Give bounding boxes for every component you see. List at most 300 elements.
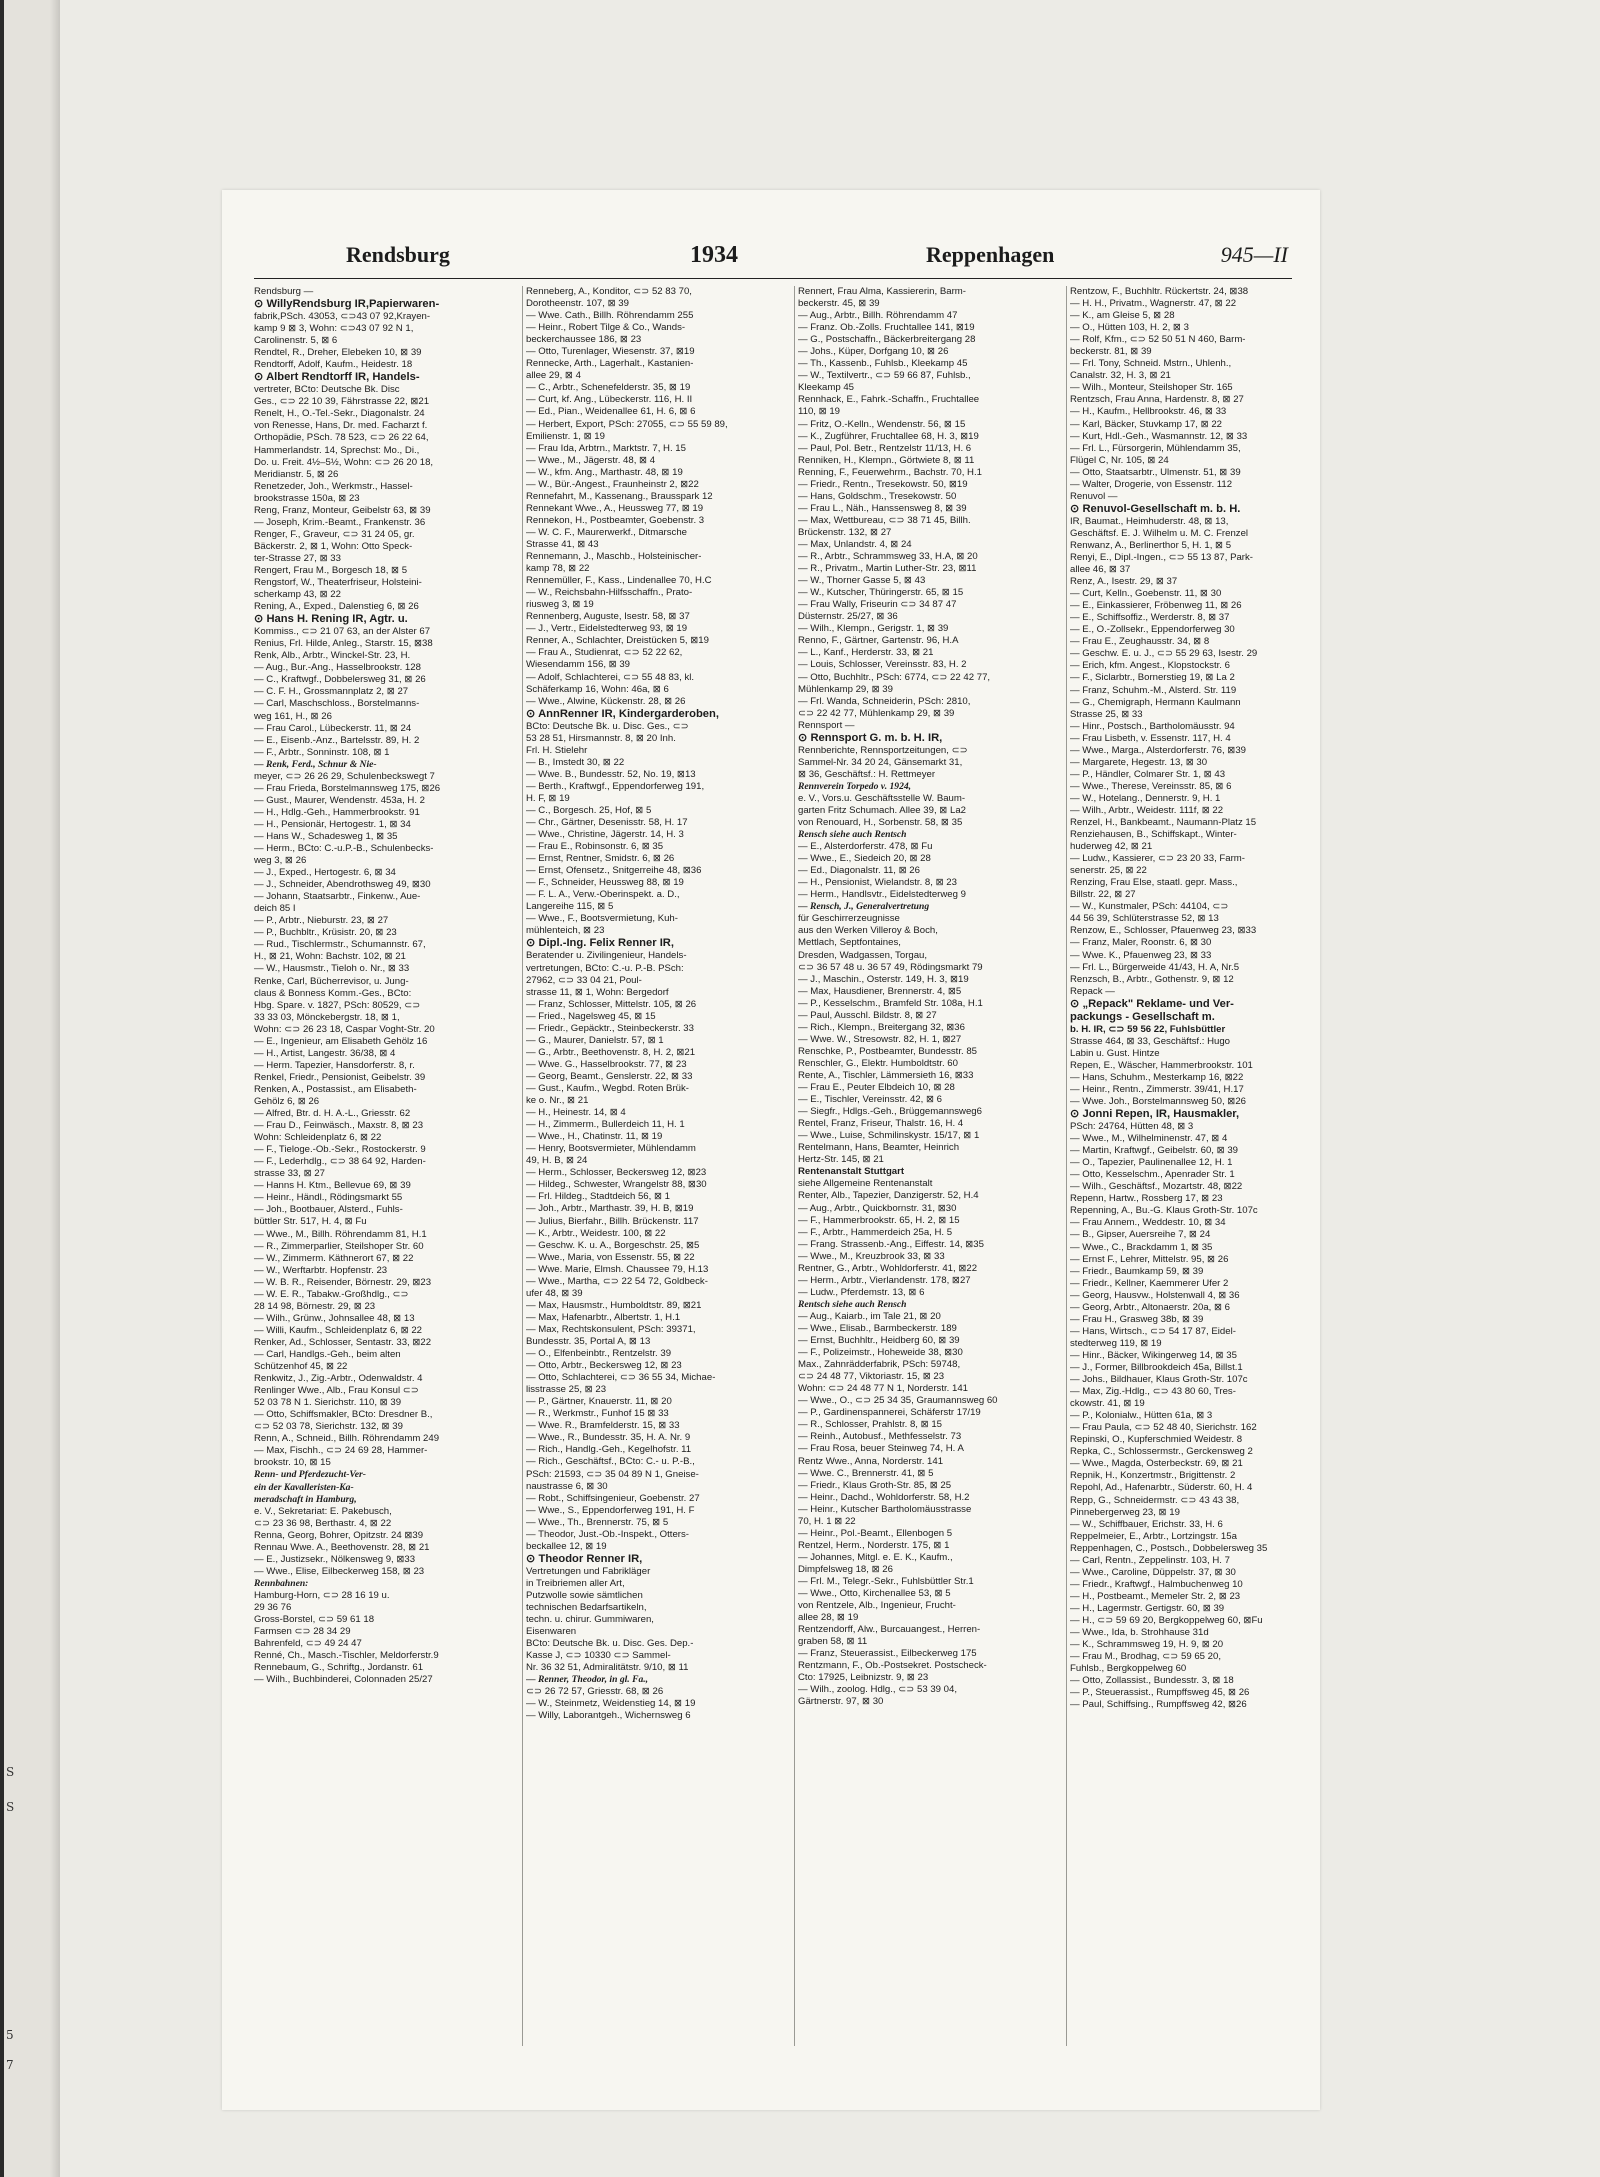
directory-entry-line: — Willy, Laborantgeh., Wichernsweg 6 bbox=[526, 1710, 691, 1722]
directory-entry-line: ⊂⊃ 24 48 77, Viktoriastr. 15, ⊠ 23 bbox=[798, 1371, 945, 1383]
directory-page bbox=[222, 190, 1320, 2110]
directory-entry-line: — Wwe. Joh., Borstelmannsweg 50, ⊠26 bbox=[1070, 1096, 1247, 1107]
directory-entry-line: — Renk, Ferd., Schnur & Nie- bbox=[254, 758, 377, 770]
directory-entry-line: e. V., Sekretariat: E. Pakebusch, bbox=[254, 1505, 392, 1517]
directory-entry-line: — Margarete, Hegestr. 13, ⊠ 30 bbox=[1070, 756, 1208, 768]
directory-entry-line: kamp 9 ⊠ 3, Wohn: ⊂⊃43 07 92 N 1, bbox=[254, 323, 414, 335]
directory-entry-line: — P., Steuerassist., Rumpffsweg 45, ⊠ 26 bbox=[1070, 1687, 1250, 1699]
directory-entry-line: — Frl. Tony, Schneid. Mstrn., Uhlenh., bbox=[1070, 358, 1232, 370]
directory-entry-line: Rentzsch, Frau Anna, Hardenstr. 8, ⊠ 27 bbox=[1070, 394, 1244, 406]
directory-entry-line: — Gust., Maurer, Wendenstr. 453a, H. 2 bbox=[254, 794, 425, 806]
directory-entry-line: ufer 48, ⊠ 39 bbox=[526, 1287, 583, 1299]
directory-entry-line: — C. F. H., Grossmannplatz 2, ⊠ 27 bbox=[254, 686, 409, 698]
directory-entry-line: — P., Buchbltr., Krüsistr. 20, ⊠ 23 bbox=[254, 927, 397, 939]
directory-entry-line: Schützenhof 45, ⊠ 22 bbox=[254, 1361, 348, 1373]
directory-entry-line: — Heinr., Kutscher Bartholomäusstrasse bbox=[798, 1503, 972, 1515]
directory-entry-line: — Wwe., Martha, ⊂⊃ 22 54 72, Goldbeck- bbox=[526, 1275, 708, 1287]
directory-entry-line: Rensch siehe auch Rentsch bbox=[798, 829, 907, 841]
directory-entry-line: Schäferkamp 16, Wohn: 46a, ⊠ 6 bbox=[526, 683, 669, 695]
directory-entry-line: Gross-Borstel, ⊂⊃ 59 61 18 bbox=[254, 1614, 375, 1626]
directory-entry-line: — Herm., Schlosser, Beckersweg 12, ⊠23 bbox=[526, 1167, 707, 1179]
directory-entry-line: strasse 11, ⊠ 1, Wohn: Bergedorf bbox=[526, 986, 669, 998]
directory-entry-line: Rennekant Wwe., A., Heussweg 77, ⊠ 19 bbox=[526, 502, 704, 514]
directory-entry-line: Repp, G., Schneidermstr. ⊂⊃ 43 43 38, bbox=[1070, 1494, 1240, 1506]
directory-entry-line: — Ernst, Buchhltr., Heidberg 60, ⊠ 39 bbox=[798, 1335, 960, 1347]
directory-entry-line: von Renesse, Hans, Dr. med. Facharzt f. bbox=[254, 420, 428, 432]
directory-entry-line: H. F, ⊠ 19 bbox=[526, 792, 570, 804]
directory-entry-line: Renziehausen, B., Schiffskapt., Winter- bbox=[1070, 829, 1237, 841]
directory-entry-line: — F., Hammerbrookstr. 65, H. 2, ⊠ 15 bbox=[798, 1214, 960, 1226]
directory-entry-line: Ges., ⊂⊃ 22 10 39, Fährstrasse 22, ⊠21 bbox=[254, 396, 430, 408]
binding-edge bbox=[0, 0, 4, 2177]
directory-entry-line: — Rich., Klempn., Breitergang 32, ⊠36 bbox=[798, 1021, 965, 1033]
directory-entry-line: — Wwe., M., Wilhelminenstr. 47, ⊠ 4 bbox=[1070, 1133, 1228, 1145]
directory-entry-line: — Wwe. G., Hasselbrookstr. 77, ⊠ 23 bbox=[526, 1058, 687, 1070]
directory-entry-line: Brückenstr. 132, ⊠ 27 bbox=[798, 526, 892, 538]
directory-entry-line: Frl. H. Stielehr bbox=[526, 744, 588, 756]
directory-entry-line: ckowstr. 41, ⊠ 19 bbox=[1070, 1398, 1145, 1410]
directory-entry-line: Flügel C, Nr. 105, ⊠ 24 bbox=[1070, 454, 1169, 466]
directory-entry-line: Farmsen ⊂⊃ 28 34 29 bbox=[254, 1626, 351, 1638]
directory-entry-line: technischen Bedarfsartikeln, bbox=[526, 1601, 647, 1613]
directory-entry-line: Rengstorf, W., Theaterfriseur, Holsteini- bbox=[254, 577, 422, 589]
directory-entry-line: Dimpfelsweg 18, ⊠ 26 bbox=[798, 1563, 893, 1575]
directory-entry-line: ⊙ Theodor Renner IR, bbox=[526, 1552, 643, 1565]
directory-entry-line: — Ernst, Ofensetz., Snitgerreihe 48, ⊠36 bbox=[526, 865, 702, 877]
directory-entry-line: — Johs., Bildhauer, Klaus Groth-Str. 107c bbox=[1070, 1374, 1248, 1386]
directory-entry-line: — P., Arbtr., Nieburstr. 23, ⊠ 27 bbox=[254, 915, 389, 927]
directory-entry-line: Rentzmann, F., Ob.-Postsekret. Postscheck- bbox=[798, 1660, 987, 1672]
directory-entry-line: — Johannes, Mitgl. e. E. K., Kaufm., bbox=[798, 1551, 953, 1563]
directory-entry-line: — Friedr., Kraftwgf., Halmbuchenweg 10 bbox=[1070, 1578, 1243, 1590]
directory-entry-line: senerstr. 25, ⊠ 22 bbox=[1070, 865, 1147, 877]
directory-entry-line: beckerstr. 81, ⊠ 39 bbox=[1070, 346, 1152, 358]
directory-entry-line: Wiesendamm 156, ⊠ 39 bbox=[526, 659, 631, 671]
directory-entry-line: Rennsport — bbox=[798, 719, 855, 731]
directory-entry-line: Renkel, Friedr., Pensionist, Geibelstr. 39 bbox=[254, 1071, 426, 1083]
directory-entry-line: — C., Borgesch. 25, Hof, ⊠ 5 bbox=[526, 804, 652, 816]
directory-entry-line: — Berth., Kraftwgf., Eppendorferweg 191, bbox=[526, 780, 705, 792]
directory-entry-line: — Willi, Kaufm., Schleidenplatz 6, ⊠ 22 bbox=[254, 1324, 423, 1336]
directory-entry-line: — F., Schneider, Heussweg 88, ⊠ 19 bbox=[526, 877, 684, 889]
directory-entry-line: — Frau Wally, Friseurin ⊂⊃ 34 87 47 bbox=[798, 599, 957, 611]
directory-entry-line: — Wwe., Ida, b. Strohhause 31d bbox=[1070, 1627, 1209, 1639]
directory-entry-line: Renetzeder, Joh., Werkmstr., Hassel- bbox=[254, 480, 413, 492]
directory-entry-line: — Heinr., Dachd., Wohldorferstr. 58, H.2 bbox=[798, 1491, 970, 1503]
directory-entry-line: — R., Zimmerparlier, Steilshoper Str. 60 bbox=[254, 1240, 424, 1252]
directory-entry-line: Hbg. Spare. v. 1827, PSch: 80529, ⊂⊃ bbox=[254, 999, 421, 1011]
directory-entry-line: — Frau Ida, Arbtrn., Marktstr. 7, H. 15 bbox=[526, 442, 686, 454]
directory-entry-line: — H., Zimmerm., Bullerdeich 11, H. 1 bbox=[526, 1119, 685, 1131]
directory-entry-line: — Reinh., Autobusf., Methfesselstr. 73 bbox=[798, 1431, 962, 1443]
directory-entry-line: — R., Arbtr., Schrammsweg 33, H.A, ⊠ 20 bbox=[798, 551, 978, 563]
directory-entry-line: — Johs., Küper, Dorfgang 10, ⊠ 26 bbox=[798, 346, 949, 358]
directory-entry-line: Renschke, P., Postbeamter, Bundesstr. 85 bbox=[798, 1045, 978, 1057]
header-left-keyword: Rendsburg bbox=[346, 242, 450, 267]
directory-entry-line: — Henry, Bootsvermieter, Mühlendamm bbox=[526, 1143, 696, 1155]
directory-entry-line: — E., Justizsekr., Nölkensweg 9, ⊠33 bbox=[254, 1553, 416, 1565]
directory-entry-line: — Ernst, Rentner, Smidstr. 6, ⊠ 26 bbox=[526, 853, 675, 865]
directory-entry-line: — Wwe., Maria, von Essenstr. 55, ⊠ 22 bbox=[526, 1251, 695, 1263]
directory-entry-line: — Kurt, Hdl.-Geh., Wasmannstr. 12, ⊠ 33 bbox=[1070, 430, 1248, 442]
directory-entry-line: — Wwe., H., Chatinstr. 11, ⊠ 19 bbox=[526, 1131, 663, 1143]
directory-entry-line: — Aug., Kaiarb., im Tale 21, ⊠ 20 bbox=[798, 1310, 941, 1322]
directory-entry-line: ⊙ Albert Rendtorff IR, Handels- bbox=[254, 371, 420, 384]
directory-entry-line: Rennecke, Arth., Lagerhalt., Kastanien- bbox=[526, 358, 694, 370]
directory-entry-line: Renzsch, B., Arbtr., Gothenstr. 9, ⊠ 12 bbox=[1070, 973, 1234, 985]
directory-entry-line: Rentenanstalt Stuttgart bbox=[798, 1166, 905, 1178]
directory-entry-line: — Wwe., E., Siedeich 20, ⊠ 28 bbox=[798, 853, 931, 865]
directory-entry-line: — Wilh., Grünw., Johnsallee 48, ⊠ 13 bbox=[254, 1312, 415, 1324]
directory-entry-line: — Fried., Nagelsweg 45, ⊠ 15 bbox=[526, 1010, 656, 1022]
directory-entry-line: Strasse 25, ⊠ 33 bbox=[1070, 708, 1143, 720]
header-rule bbox=[254, 278, 1292, 279]
directory-entry-line: — R., Werkmstr., Funhof 15 ⊠ 33 bbox=[526, 1408, 669, 1420]
directory-entry-line: 53 28 51, Hirsmannstr. 8, ⊠ 20 Inh. bbox=[526, 732, 676, 744]
header-year: 1934 bbox=[690, 242, 738, 268]
directory-entry-line: — C., Arbtr., Schenefelderstr. 35, ⊠ 19 bbox=[526, 382, 691, 394]
directory-entry-line: — Frau L., Näh., Hanssensweg 8, ⊠ 39 bbox=[798, 502, 967, 514]
directory-entry-line: 33 33 03, Mönckebergstr. 18, ⊠ 1, bbox=[254, 1011, 400, 1023]
directory-entry-line: — Frau M., Brodhag, ⊂⊃ 59 65 20, bbox=[1070, 1651, 1221, 1663]
directory-entry-line: Sammel-Nr. 34 20 24, Gänsemarkt 31, bbox=[798, 756, 963, 768]
directory-entry-line: — Otto, Turenlager, Wiesenstr. 37, ⊠19 bbox=[526, 346, 695, 358]
directory-entry-line: — Frl. M., Telegr.-Sekr., Fuhlsbüttler Str.1 bbox=[798, 1575, 974, 1587]
directory-entry-line: 70, H. 1 ⊠ 22 bbox=[798, 1515, 856, 1527]
directory-entry-line: — Friedr., Gepäcktr., Steinbeckerstr. 33 bbox=[526, 1022, 694, 1034]
directory-entry-line: — Frau Rosa, beuer Steinweg 74, H. A bbox=[798, 1443, 964, 1455]
directory-entry-line: — J., Exped., Hertogestr. 6, ⊠ 34 bbox=[254, 867, 396, 879]
directory-entry-line: — Franz, Schuhm.-M., Alsterd. Str. 119 bbox=[1070, 684, 1237, 696]
directory-entry-line: ⊠ 36, Geschäftsf.: H. Rettmeyer bbox=[798, 768, 936, 780]
directory-entry-line: — Louis, Schlosser, Vereinsstr. 83, H. 2 bbox=[798, 659, 967, 671]
directory-entry-line: Renschler, G., Elektr. Humboldtstr. 60 bbox=[798, 1057, 958, 1069]
directory-entry-line: — R., Schlosser, Prahlstr. 8, ⊠ 15 bbox=[798, 1419, 943, 1431]
directory-entry-line: — Paul, Pol. Betr., Rentzelstr 11/13, H. 6 bbox=[798, 442, 972, 454]
directory-entry-line: — P., Gardinenspannerei, Schäferstr 17/19 bbox=[798, 1407, 981, 1419]
directory-entry-line: von Renouard, H., Sorbenstr. 58, ⊠ 35 bbox=[798, 817, 963, 829]
directory-entry-line: Rentzendorff, Alw., Burcauangest., Herren- bbox=[798, 1624, 981, 1636]
directory-entry-line: — Adolf, Schlachterei, ⊂⊃ 55 48 83, kl. bbox=[526, 671, 695, 683]
directory-entry-line: — F. L. A., Verw.-Oberinspekt. a. D., bbox=[526, 889, 680, 901]
directory-entry-line: — Frau E., Zeughausstr. 34, ⊠ 8 bbox=[1070, 636, 1210, 648]
directory-entry-line: Gärtnerstr. 97, ⊠ 30 bbox=[798, 1696, 884, 1708]
directory-entry-line: — Wilh., Monteur, Steilshoper Str. 165 bbox=[1070, 382, 1233, 394]
directory-entry-line: — K., am Gleise 5, ⊠ 28 bbox=[1070, 310, 1175, 322]
directory-entry-line: — K., Zugführer, Fruchtallee 68, H. 3, ⊠19 bbox=[798, 430, 979, 442]
directory-entry-line: — Herm., Arbtr., Vierlandenstr. 178, ⊠27 bbox=[798, 1274, 971, 1286]
directory-entry-line: Beratender u. Zivilingenieur, Handels- bbox=[526, 950, 687, 962]
directory-entry-line: brookstr. 10, ⊠ 15 bbox=[254, 1457, 331, 1469]
directory-entry-line: Rennberichte, Rennsportzeitungen, ⊂⊃ bbox=[798, 744, 968, 756]
directory-column-3 bbox=[798, 286, 1066, 2086]
directory-entry-line: Renné, Ch., Masch.-Tischler, Meldorferstr.9 bbox=[254, 1650, 439, 1662]
directory-entry-line: Bundesstr. 35, Portal A, ⊠ 13 bbox=[526, 1335, 651, 1347]
directory-entry-line: scherkamp 43, ⊠ 22 bbox=[254, 589, 341, 601]
directory-entry-line: H., ⊠ 21, Wohn: Bachstr. 102, ⊠ 21 bbox=[254, 951, 406, 963]
directory-entry-line: — Wwe. Marie, Elmsh. Chaussee 79, H.13 bbox=[526, 1263, 709, 1275]
directory-entry-line: — Friedr., Rentn., Tresekowstr. 50, ⊠19 bbox=[798, 478, 968, 490]
directory-entry-line: — Herm., BCto: C.-u.P.-B., Schulenbecks- bbox=[254, 843, 434, 855]
directory-entry-line: — Paul, Schiffsing., Rumpffsweg 42, ⊠26 bbox=[1070, 1699, 1247, 1711]
directory-entry-line: — Otto, Schlachterei, ⊂⊃ 36 55 34, Michae- bbox=[526, 1372, 716, 1384]
directory-entry-line: siehe Allgemeine Rentenanstalt bbox=[798, 1178, 933, 1190]
directory-entry-line: Renno, F., Gärtner, Gartenstr. 96, H.A bbox=[798, 635, 959, 647]
directory-entry-line: — Fritz, O.-Kelln., Wendenstr. 56, ⊠ 15 bbox=[798, 418, 966, 430]
directory-entry-line: 44 56 39, Schlüterstrasse 52, ⊠ 13 bbox=[1070, 913, 1219, 925]
directory-entry-line: Renger, F., Graveur, ⊂⊃ 31 24 05, gr. bbox=[254, 528, 415, 540]
directory-entry-line: PSch: 24764, Hütten 48, ⊠ 3 bbox=[1070, 1121, 1194, 1133]
directory-entry-line: — Geschw. E. u. J., ⊂⊃ 55 29 63, Isestr. 29 bbox=[1070, 648, 1258, 660]
directory-entry-line: — C., Kraftwgf., Dobbelersweg 31, ⊠ 26 bbox=[254, 674, 426, 686]
directory-entry-line: — Martin, Kraftwgf., Geibelstr. 60, ⊠ 39 bbox=[1070, 1145, 1238, 1157]
directory-entry-line: e. V., Vors.u. Geschäftsstelle W. Baum- bbox=[798, 792, 966, 804]
directory-entry-line: — H., Pensionist, Wielandstr. 8, ⊠ 23 bbox=[798, 877, 957, 889]
directory-entry-line: claus & Bonness Komm.-Ges., BCto: bbox=[254, 987, 412, 999]
directory-entry-line: huderweg 42, ⊠ 21 bbox=[1070, 841, 1153, 853]
directory-entry-line: — Wwe., Alwine, Kückenstr. 28, ⊠ 26 bbox=[526, 695, 686, 707]
directory-entry-line: naustrasse 6, ⊠ 30 bbox=[526, 1480, 608, 1492]
directory-entry-line: — O., Elfenbeinbtr., Rentzelstr. 39 bbox=[526, 1348, 672, 1360]
directory-entry-line: — Frau Lisbeth, v. Essenstr. 117, H. 4 bbox=[1070, 732, 1231, 744]
directory-entry-line: — O., Hütten 103, H. 2, ⊠ 3 bbox=[1070, 322, 1189, 334]
directory-entry-line: — Friedr., Baumkamp 59, ⊠ 39 bbox=[1070, 1265, 1204, 1277]
directory-entry-line: Renelt, H., O.-Tel.-Sekr., Diagonalstr. 24 bbox=[254, 408, 425, 420]
margin-fragment: S bbox=[6, 1765, 15, 1779]
directory-entry-line: — H., Kaufm., Hellbrookstr. 46, ⊠ 33 bbox=[1070, 406, 1227, 418]
directory-entry-line: — F., Arbtr., Hammerdeich 25a, H. 5 bbox=[798, 1226, 953, 1238]
directory-entry-line: Billstr. 22, ⊠ 27 bbox=[1070, 889, 1136, 901]
directory-entry-line: — G., Arbtr., Beethovenstr. 8, H. 2, ⊠21 bbox=[526, 1046, 696, 1058]
directory-entry-line: — Frau D., Feinwäsch., Maxstr. 8, ⊠ 23 bbox=[254, 1120, 424, 1132]
directory-entry-line: aus den Werken Villeroy & Boch, bbox=[798, 925, 938, 937]
directory-entry-line: — K., Schrammsweg 19, H. 9, ⊠ 20 bbox=[1070, 1639, 1224, 1651]
directory-entry-line: — Heinr., Robert Tilge & Co., Wands- bbox=[526, 322, 686, 334]
directory-entry-line: Reppelmeier, E., Arbtr., Lortzingstr. 15a bbox=[1070, 1530, 1237, 1542]
directory-entry-line: Repinski, O., Kupferschmied Weidestr. 8 bbox=[1070, 1434, 1243, 1446]
directory-entry-line: Putzwolle sowie sämtlichen bbox=[526, 1589, 643, 1601]
directory-entry-line: — Frau Carol., Lübeckerstr. 11, ⊠ 24 bbox=[254, 722, 412, 734]
directory-entry-line: — Ernst F., Lehrer, Mittelstr. 95, ⊠ 26 bbox=[1070, 1253, 1229, 1265]
directory-entry-line: Wohn: ⊂⊃ 24 48 77 N 1, Norderstr. 141 bbox=[798, 1383, 969, 1395]
directory-entry-line: Renlinger Wwe., Alb., Frau Konsul ⊂⊃ bbox=[254, 1385, 419, 1397]
directory-entry-line: — Wwe., O., ⊂⊃ 25 34 35, Graumannsweg 60 bbox=[798, 1395, 998, 1407]
directory-entry-line: — Wwe., Elisab., Barmbeckerstr. 189 bbox=[798, 1322, 957, 1334]
directory-entry-line: — Hans, Schuhm., Mesterkamp 16, ⊠22 bbox=[1070, 1071, 1244, 1083]
directory-entry-line: ein der Kavalleristen-Ka- bbox=[254, 1481, 354, 1493]
directory-entry-line: ⊙ AnnRenner IR, Kindergarderoben, bbox=[526, 707, 719, 720]
directory-entry-line: — W., Hausmstr., Tieloh o. Nr., ⊠ 33 bbox=[254, 963, 410, 975]
directory-entry-line: fabrik,PSch. 43053, ⊂⊃43 07 92,Krayen- bbox=[254, 311, 431, 323]
directory-entry-line: Rennau Wwe. A., Beethovenstr. 28, ⊠ 21 bbox=[254, 1541, 430, 1553]
directory-entry-line: — Frl. Wanda, Schneiderin, PSch: 2810, bbox=[798, 695, 971, 707]
directory-entry-line: Rendtorff, Adolf, Kaufm., Heidestr. 18 bbox=[254, 359, 413, 371]
directory-entry-line: Reppenhagen, C., Postsch., Dobbelersweg 35 bbox=[1070, 1542, 1268, 1554]
directory-entry-line: — Th., Kassenb., Fuhlsb., Kleekamp 45 bbox=[798, 358, 968, 370]
directory-entry-line: — Rolf, Kfm., ⊂⊃ 52 50 51 N 460, Barm- bbox=[1070, 334, 1246, 346]
directory-entry-line: — Wwe., R., Bundesstr. 35, H. A. Nr. 9 bbox=[526, 1432, 691, 1444]
directory-entry-line: — Ed., Pian., Weidenallee 61, H. 6, ⊠ 6 bbox=[526, 406, 696, 418]
directory-entry-line: Cto: 17925, Leibnizstr. 9, ⊠ 23 bbox=[798, 1672, 929, 1684]
directory-entry-line: allee 28, ⊠ 19 bbox=[798, 1612, 859, 1624]
directory-entry-line: Wohn: Schleidenplatz 6, ⊠ 22 bbox=[254, 1132, 382, 1144]
directory-entry-line: lisstrasse 25, ⊠ 23 bbox=[526, 1384, 607, 1396]
page-number: 945—II bbox=[1220, 242, 1288, 267]
directory-entry-line: — Wwe. B., Bundesstr. 52, No. 19, ⊠13 bbox=[526, 768, 696, 780]
directory-entry-line: — Hans, Wirtsch., ⊂⊃ 54 17 87, Eidel- bbox=[1070, 1325, 1236, 1337]
directory-entry-line: — Wwe., Caroline, Düppelstr. 37, ⊠ 30 bbox=[1070, 1566, 1236, 1578]
directory-entry-line: Rennefahrt, M., Kassenang., Brausspark 12 bbox=[526, 490, 713, 502]
directory-entry-line: — Walter, Drogerie, von Essenstr. 112 bbox=[1070, 478, 1233, 490]
directory-entry-line: deich 85 I bbox=[254, 903, 296, 915]
directory-entry-line: — Franz, Maler, Roonstr. 6, ⊠ 30 bbox=[1070, 937, 1212, 949]
directory-entry-line: — Erich, kfm. Angest., Klopstockstr. 6 bbox=[1070, 660, 1230, 672]
directory-entry-line: Wohn: ⊂⊃ 26 23 18, Caspar Voght-Str. 20 bbox=[254, 1023, 435, 1035]
directory-entry-line: Rentelmann, Hans, Beamter, Heinrich bbox=[798, 1142, 960, 1154]
directory-entry-line: — F., Tieloge.-Ob.-Sekr., Rostockerstr. 9 bbox=[254, 1144, 426, 1156]
directory-entry-line: — P., Händler, Colmarer Str. 1, ⊠ 43 bbox=[1070, 768, 1226, 780]
directory-column-1 bbox=[254, 286, 522, 2086]
directory-entry-line: — Heinr., Rentn., Zimmerstr. 39/41, H.17 bbox=[1070, 1083, 1244, 1095]
directory-entry-line: ⊂⊃ 36 57 48 u. 36 57 49, Rödingsmarkt 79 bbox=[798, 961, 983, 973]
directory-entry-line: — H., Pensionär, Hertogestr. 1, ⊠ 34 bbox=[254, 818, 411, 830]
directory-entry-line: Renn- und Pferdezucht-Ver- bbox=[254, 1469, 366, 1481]
directory-entry-line: — P., Kesselschm., Bramfeld Str. 108a, H.1 bbox=[798, 997, 983, 1009]
directory-entry-line: Dresden, Wadgassen, Torgau, bbox=[798, 949, 928, 961]
column-divider bbox=[522, 286, 523, 2046]
directory-entry-line: — E., Ingenieur, am Elisabeth Gehölz 16 bbox=[254, 1035, 428, 1047]
directory-entry-line: Rentner, G., Arbtr., Wohldorferstr. 41, ⊠22 bbox=[798, 1262, 978, 1274]
directory-entry-line: ⊙ WillyRendsburg IR,Papierwaren- bbox=[254, 298, 440, 311]
directory-entry-line: Canalstr. 32, H. 3, ⊠ 21 bbox=[1070, 370, 1171, 382]
directory-entry-line: — E., Eisenb.-Anz., Bartelsstr. 89, H. 2 bbox=[254, 734, 420, 746]
directory-entry-line: — Wwe. Cath., Billh. Röhrendamm 255 bbox=[526, 310, 694, 322]
directory-entry-line: — W., Steinmetz, Weidenstieg 14, ⊠ 19 bbox=[526, 1698, 696, 1710]
directory-entry-line: Strasse 464, ⊠ 33, Geschäftsf.: Hugo bbox=[1070, 1035, 1231, 1047]
directory-entry-line: Repenn, Hartw., Rossberg 17, ⊠ 23 bbox=[1070, 1193, 1223, 1205]
directory-entry-line: — Franz, Steuerassist., Eilbeckerweg 175 bbox=[798, 1648, 977, 1660]
directory-entry-line: — Frau Frieda, Borstelmannsweg 175, ⊠26 bbox=[254, 782, 441, 794]
directory-entry-line: — W., Werftarbtr. Hopfenstr. 23 bbox=[254, 1264, 388, 1276]
directory-entry-line: Renyi, E., Dipl.-Ingen., ⊂⊃ 55 13 87, Park- bbox=[1070, 551, 1253, 563]
directory-entry-line: beckerstr. 45, ⊠ 39 bbox=[798, 298, 880, 310]
directory-entry-line: — Wwe., F., Bootsvermietung, Kuh- bbox=[526, 913, 678, 925]
directory-entry-line: Rennbahnen: bbox=[254, 1577, 309, 1589]
directory-entry-line: — J., Vertr., Eidelstedterweg 93, ⊠ 19 bbox=[526, 623, 688, 635]
directory-entry-line: Pinnebergerweg 23, ⊠ 19 bbox=[1070, 1506, 1180, 1518]
directory-entry-line: — Frang. Strassenb.-Ang., Eiffestr. 14, ⊠35 bbox=[798, 1238, 984, 1250]
directory-entry-line: — Frl. Hildeg., Stadtdeich 56, ⊠ 1 bbox=[526, 1191, 671, 1203]
directory-entry-line: — Wwe., M., Jägerstr. 48, ⊠ 4 bbox=[526, 454, 656, 466]
directory-entry-line: allee 29, ⊠ 4 bbox=[526, 370, 581, 382]
directory-entry-line: — Joh., Bootbauer, Alsterd., Fuhls- bbox=[254, 1204, 403, 1216]
directory-entry-line: — Otto, Arbtr., Beckersweg 12, ⊠ 23 bbox=[526, 1360, 682, 1372]
directory-entry-line: — H., Heinestr. 14, ⊠ 4 bbox=[526, 1107, 626, 1119]
directory-entry-line: — P., Kolonialw., Hütten 61a, ⊠ 3 bbox=[1070, 1410, 1213, 1422]
directory-entry-line: ⊙ Jonni Repen, IR, Hausmakler, bbox=[1070, 1108, 1240, 1121]
directory-entry-line: — H., Hdlg.-Geh., Hammerbrookstr. 91 bbox=[254, 806, 420, 818]
directory-entry-line: — H., ⊂⊃ 59 69 20, Bergkoppelweg 60, ⊠Fu bbox=[1070, 1614, 1263, 1626]
directory-entry-line: — Wwe., Luise, Schmilinskystr. 15/17, ⊠ 1 bbox=[798, 1130, 980, 1142]
directory-entry-line: Max., Zahnrädderfabrik, PSch: 59748, bbox=[798, 1359, 961, 1371]
directory-entry-line: — Rich., Geschäftsf., BCto: C.- u. P.-B., bbox=[526, 1456, 695, 1468]
directory-entry-line: beckerchaussee 186, ⊠ 23 bbox=[526, 334, 642, 346]
directory-entry-line: — Hanns H. Ktm., Bellevue 69, ⊠ 39 bbox=[254, 1180, 411, 1192]
directory-entry-line: — Max, Hausmstr., Humboldtstr. 89, ⊠21 bbox=[526, 1299, 702, 1311]
directory-entry-line: Rennemüller, F., Kass., Lindenallee 70, H.C bbox=[526, 575, 712, 587]
directory-entry-line: — W., Textilvertr., ⊂⊃ 59 66 87, Fuhlsb., bbox=[798, 370, 971, 382]
directory-entry-line: Dorotheenstr. 107, ⊠ 39 bbox=[526, 298, 629, 310]
directory-entry-line: Repen, E., Wäscher, Hammerbrookstr. 101 bbox=[1070, 1059, 1253, 1071]
directory-entry-line: Langereihe 115, ⊠ 5 bbox=[526, 901, 614, 913]
directory-entry-line: — Frl. L., Bürgerweide 41/43, H. A, Nr.5 bbox=[1070, 961, 1240, 973]
directory-entry-line: Bäckerstr. 2, ⊠ 1, Wohn: Otto Speck- bbox=[254, 540, 413, 552]
directory-entry-line: — J., Maschin., Osterstr. 149, H. 3, ⊠19 bbox=[798, 973, 969, 985]
directory-entry-line: 27962, ⊂⊃ 33 04 21, Poul- bbox=[526, 974, 642, 986]
directory-entry-line: mühlenteich, ⊠ 23 bbox=[526, 925, 605, 937]
directory-entry-line: — W., Thorner Gasse 5, ⊠ 43 bbox=[798, 575, 926, 587]
directory-entry-line: Rentsch siehe auch Rensch bbox=[798, 1298, 907, 1310]
directory-entry-line: — Wwe., M., Kreuzbrook 33, ⊠ 33 bbox=[798, 1250, 945, 1262]
directory-entry-line: — Aug., Arbtr., Quickbornstr. 31, ⊠30 bbox=[798, 1202, 957, 1214]
directory-entry-line: meyer, ⊂⊃ 26 26 29, Schulenbeckswegt 7 bbox=[254, 770, 435, 782]
directory-entry-line: IR, Baumat., Heimhuderstr. 48, ⊠ 13, bbox=[1070, 515, 1229, 527]
directory-entry-line: Repack — bbox=[1070, 985, 1115, 997]
directory-entry-line: — Friedr., Kellner, Kaemmerer Ufer 2 bbox=[1070, 1277, 1229, 1289]
directory-entry-line: — Georg, Arbtr., Altonaerstr. 20a, ⊠ 6 bbox=[1070, 1301, 1231, 1313]
directory-entry-line: allee 46, ⊠ 37 bbox=[1070, 564, 1131, 576]
directory-entry-line: — Otto, Kesselschm., Apenrader Str. 1 bbox=[1070, 1169, 1235, 1181]
directory-entry-line: Rendsburg — bbox=[254, 286, 314, 297]
directory-entry-line: Renzow, E., Schlosser, Pfauenweg 23, ⊠33 bbox=[1070, 925, 1257, 937]
directory-entry-line: b. H. IR, ⊂⊃ 59 56 22, Fuhlsbüttler bbox=[1070, 1023, 1226, 1035]
directory-entry-line: — Frau E., Robinsonstr. 6, ⊠ 35 bbox=[526, 841, 664, 853]
directory-entry-line: — L., Kanf., Herderstr. 33, ⊠ 21 bbox=[798, 647, 934, 659]
directory-entry-line: — Frau E., Peuter Elbdeich 10, ⊠ 28 bbox=[798, 1082, 955, 1094]
directory-entry-line: — Herm., Handlsvtr., Eidelstedterweg 9 bbox=[798, 889, 966, 901]
directory-entry-line: ⊙ Dipl.-Ing. Felix Renner IR, bbox=[526, 937, 674, 950]
directory-entry-line: — B., Gipser, Auersreihe 7, ⊠ 24 bbox=[1070, 1229, 1211, 1241]
directory-entry-line: 28 14 98, Börnestr. 29, ⊠ 23 bbox=[254, 1300, 376, 1312]
directory-entry-line: beckallee 12, ⊠ 19 bbox=[526, 1540, 607, 1552]
directory-entry-line: Renz, A., Isestr. 29, ⊠ 37 bbox=[1070, 576, 1178, 588]
directory-entry-line: — Carl, Rentn., Zeppelinstr. 103, H. 7 bbox=[1070, 1554, 1230, 1566]
directory-entry-line: — E., Tischler, Vereinsstr. 42, ⊠ 6 bbox=[798, 1094, 943, 1106]
directory-entry-line: Renkwitz, J., Zig.-Arbtr., Odenwaldstr. 4 bbox=[254, 1373, 423, 1385]
directory-entry-line: 49, H. B, ⊠ 24 bbox=[526, 1155, 588, 1167]
directory-entry-line: Kommiss., ⊂⊃ 21 07 63, an der Alster 67 bbox=[254, 626, 431, 638]
directory-entry-line: — W. E. R., Tabakw.-Großhdlg., ⊂⊃ bbox=[254, 1288, 409, 1300]
directory-entry-line: — Max, Hausdiener, Brennerstr. 4, ⊠5 bbox=[798, 985, 962, 997]
directory-entry-line: stedterweg 119, ⊠ 19 bbox=[1070, 1337, 1162, 1349]
directory-column-4 bbox=[1070, 286, 1338, 2086]
column-divider bbox=[794, 286, 795, 2046]
directory-entry-line: Renter, Alb., Tapezier, Danzigerstr. 52, H.4 bbox=[798, 1190, 979, 1202]
directory-entry-line: — H., Postbeamt., Memeler Str. 2, ⊠ 23 bbox=[1070, 1590, 1241, 1602]
directory-entry-line: riusweg 3, ⊠ 19 bbox=[526, 599, 594, 611]
directory-entry-line: in Treibriemen aller Art, bbox=[526, 1577, 625, 1589]
directory-entry-line: — Ludw., Pferdemstr. 13, ⊠ 6 bbox=[798, 1286, 925, 1298]
directory-entry-line: — Hans W., Schadesweg 1, ⊠ 35 bbox=[254, 830, 398, 842]
directory-entry-line: — H. H., Privatm., Wagnerstr. 47, ⊠ 22 bbox=[1070, 298, 1237, 310]
directory-entry-line: Rennhack, E., Fahrk.-Schaffn., Fruchtallee bbox=[798, 394, 980, 406]
directory-entry-line: Renuvol — bbox=[1070, 490, 1118, 502]
directory-entry-line: Strasse 41, ⊠ 43 bbox=[526, 538, 599, 550]
directory-entry-line: garten Fritz Schumach. Allee 39, ⊠ La2 bbox=[798, 804, 967, 816]
directory-entry-line: — G., Chemigraph, Hermann Kaulmann bbox=[1070, 696, 1241, 708]
directory-entry-line: Emilienstr. 1, ⊠ 19 bbox=[526, 430, 605, 442]
directory-entry-line: Gehölz 6, ⊠ 26 bbox=[254, 1096, 320, 1107]
